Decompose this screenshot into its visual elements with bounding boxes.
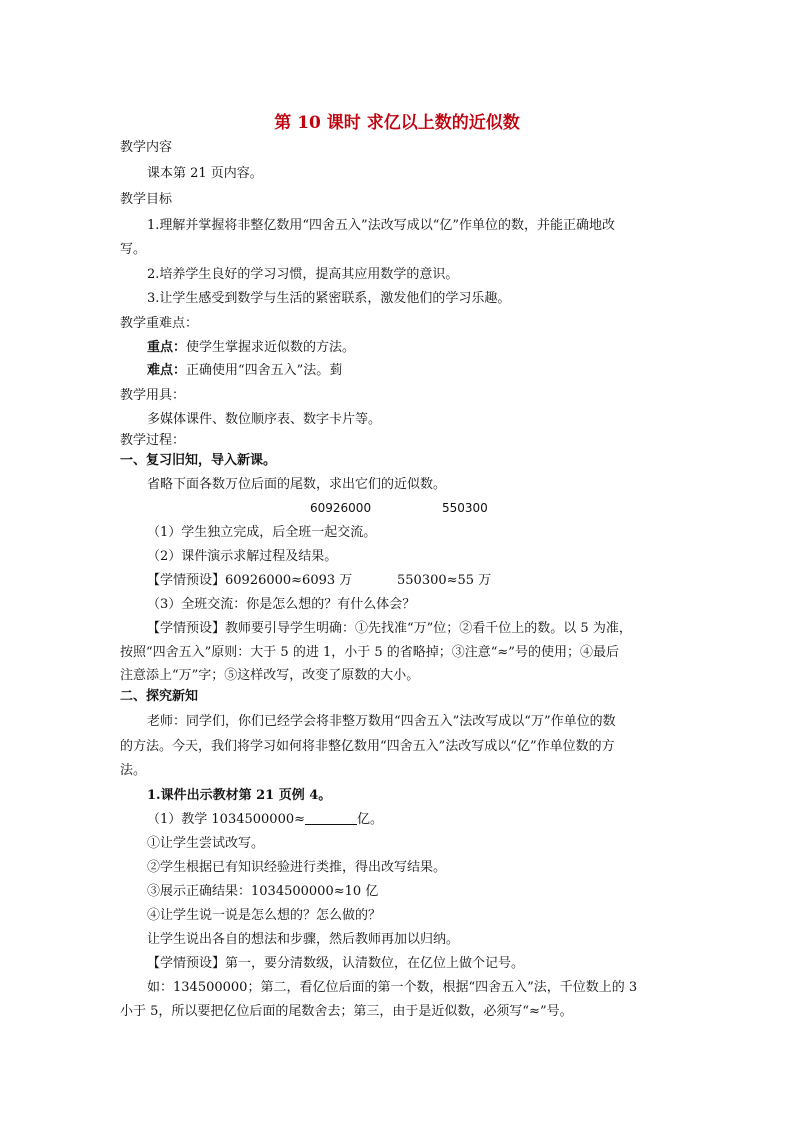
part-2-heading: 二、探究新知 xyxy=(120,689,199,704)
part-2-line-7: ②学生根据已有知识经验进行类推，得出改写结果。 xyxy=(147,860,447,875)
part-2-line-6: ①让学生尝试改写。 xyxy=(147,836,265,851)
page-title: 第 10 课时 求亿以上数的近似数 xyxy=(274,113,520,133)
key-text: 使学生掌握求近似数的方法。 xyxy=(186,340,356,355)
difficult-label: 难点： xyxy=(147,363,187,378)
goal-1-line-2: 写。 xyxy=(120,242,147,257)
part-1-line-1: 省略下面各数万位后面的尾数，求出它们的近似数。 xyxy=(147,477,447,492)
part-2-line-5 xyxy=(147,812,680,828)
part-2-line-2: 的方法。今天，我们将学习如何将非整亿数用“四舍五入”法改写成以“亿”作单位数的方 xyxy=(120,739,615,754)
part-1-line-2: （1）学生独立完成，后全班一起交流。 xyxy=(147,525,377,540)
answer-blank xyxy=(305,812,357,825)
part-1-line-5: （3）全班交流：你是怎么想的？有什么体会？ xyxy=(147,597,416,612)
preset-result-1: 【学情预设】60926000≈6093 万 xyxy=(147,573,353,588)
heading-content: 教学内容 xyxy=(120,140,173,155)
goal-2: 2.培养学生良好的学习习惯，提高其应用数学的意识。 xyxy=(147,267,459,282)
preset-result-2: 550300≈55 万 xyxy=(397,573,492,588)
difficult-text: 正确使用“四舍五入”法。菿 xyxy=(186,363,343,378)
part-1-line-7: 按照“四舍五入”原则：大于 5 的进 1，小于 5 的省略掉；③注意“≈”号的使用；④最后 xyxy=(120,645,619,660)
part-2-line-12: 如：134500000；第二，看亿位后面的第一个数，根据“四舍五入”法，千位数上的 3 xyxy=(147,980,638,995)
part-2-line-4: 1.课件出示教材第 21 页例 4。 xyxy=(147,788,332,803)
tools-text: 多媒体课件、数位顺序表、数字卡片等。 xyxy=(147,412,382,427)
part-2-line-8: ③展示正确结果：1034500000≈10 亿 xyxy=(147,884,379,899)
part-2-line-11: 【学情预设】第一，要分清数级，认清数位，在亿位上做个记号。 xyxy=(147,956,525,971)
heading-key-points: 教学重难点： xyxy=(120,316,199,331)
part-2-line-10: 让学生说出各自的想法和步骤，然后教师再加以归纳。 xyxy=(147,932,460,947)
difficult-point xyxy=(147,363,680,379)
goal-3: 3.让学生感受到数学与生活的紧密联系，激发他们的学习乐趣。 xyxy=(147,291,511,306)
number-550300: 550300 xyxy=(442,501,488,515)
heading-goals: 教学目标 xyxy=(120,192,173,207)
part-1-line-3: （2）课件演示求解过程及结果。 xyxy=(147,549,338,564)
example-suffix: 亿。 xyxy=(357,812,384,827)
heading-tools: 教学用具： xyxy=(120,388,186,403)
example-prefix: （1）教学 1034500000≈ xyxy=(147,812,306,827)
goal-1-line-1: 1.理解并掌握将非整亿数用“四舍五入”法改写成以“亿”作单位的数，并能正确地改 xyxy=(147,218,615,233)
key-label: 重点： xyxy=(147,340,187,355)
heading-process: 教学过程： xyxy=(120,433,186,448)
part-2-line-9: ④让学生说一说是怎么想的？怎么做的？ xyxy=(147,908,382,923)
number-60926000: 60926000 xyxy=(310,501,372,515)
part-1-heading: 一、复习旧知，导入新课。 xyxy=(120,453,277,468)
part-1-line-4 xyxy=(147,573,680,589)
key-point xyxy=(147,340,680,356)
part-1-line-8: 注意添上“万”字；⑤这样改写，改变了原数的大小。 xyxy=(120,668,420,683)
part-2-line-3: 法。 xyxy=(120,763,147,778)
content-text: 课本第 21 页内容。 xyxy=(147,166,263,181)
part-2-line-1: 老师：同学们，你们已经学会将非整万数用“四舍五入”法改写成以“万”作单位的数 xyxy=(147,714,616,729)
part-1-line-6: 【学情预设】教师要引导学生明确：①先找准“万”位；②看千位上的数。以 5 为准， xyxy=(147,621,632,636)
part-2-line-13: 小于 5，所以要把亿位后面的尾数舍去；第三，由于是近似数，必须写“≈”号。 xyxy=(120,1004,573,1019)
